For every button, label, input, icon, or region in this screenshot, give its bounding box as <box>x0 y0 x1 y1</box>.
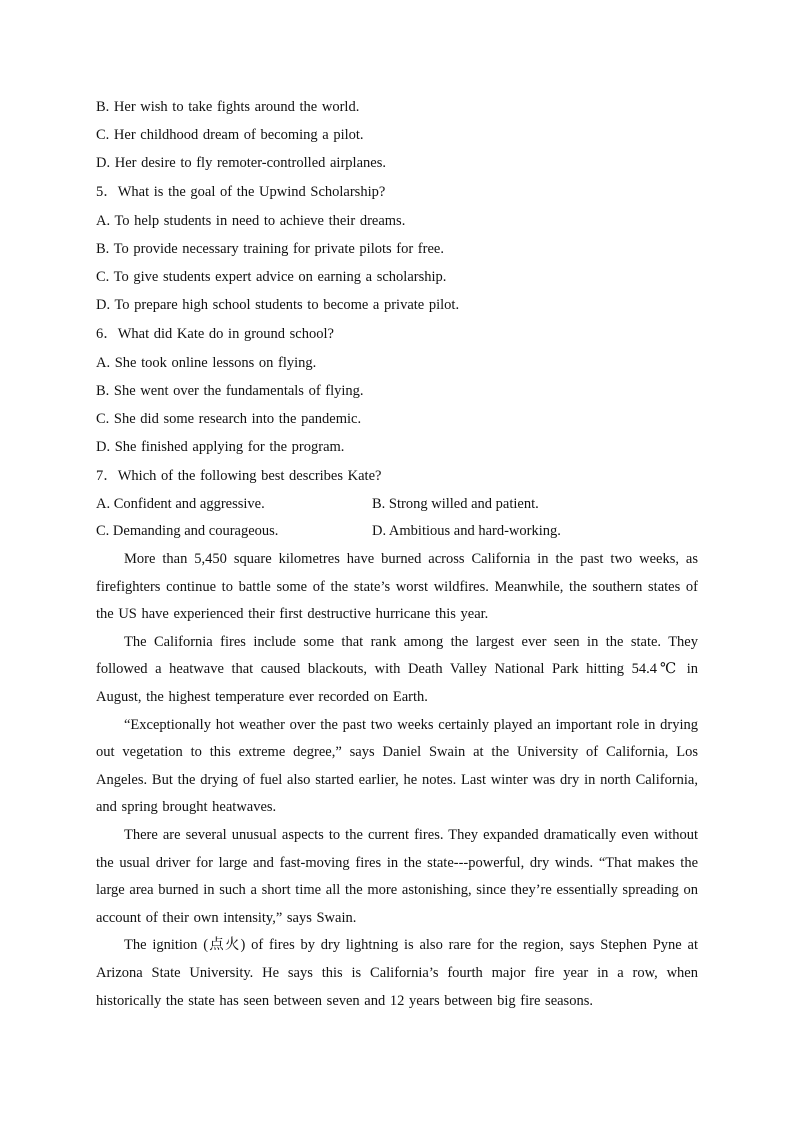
q7-options-row-1 <box>96 491 698 518</box>
q4-option-c: C. Her childhood dream of becoming a pilot. <box>96 127 364 143</box>
q5-stem: 5．What is the goal of the Upwind Scholarship? <box>96 184 386 200</box>
q7-options-row-2 <box>96 518 698 545</box>
q7-option-d: D. Ambitious and hard-working. <box>372 523 561 539</box>
q5-option-a: A. To help students in need to achieve their dreams. <box>96 213 406 229</box>
q6-option-d: D. She finished applying for the program. <box>96 439 345 455</box>
passage-paragraph-4: There are several unusual aspects to the current fires. They expanded dramatically even without the usual driver for large and fast-moving fires in the state---powerful, dry winds. “That makes the large area burned in such a short time all the more astonishing, since they’re essentially spreading on account of their own intensity,” says Swain. <box>96 826 698 926</box>
passage-paragraph-3: “Exceptionally hot weather over the past two weeks certainly played an important role in drying out vegetation to this extreme degree,” says Daniel Swain at the University of California, Los Angeles. But the drying of fuel also started earlier, he notes. Last winter was dry in north California, and spring brought heatwaves. <box>96 716 698 816</box>
reading-passage <box>96 546 698 1015</box>
q7-option-c: C. Demanding and courageous. <box>96 523 279 539</box>
exam-page <box>96 93 698 1015</box>
q4-option-b: B. Her wish to take fights around the world. <box>96 99 360 115</box>
q6-option-b: B. She went over the fundamentals of flying. <box>96 383 364 399</box>
passage-paragraph-2: The California fires include some that rank among the largest ever seen in the state. They followed a heatwave that caused blackouts, with Death Valley National Park hitting 54.4℃ in August, the highest temperature ever recorded on Earth. <box>96 633 698 705</box>
q4-option-d: D. Her desire to fly remoter-controlled airplanes. <box>96 155 386 171</box>
q6-option-a: A. She took online lessons on flying. <box>96 355 317 371</box>
passage-paragraph-5: The ignition (点火) of fires by dry lightning is also rare for the region, says Stephen Pyne at Arizona State University. He says this is California’s fourth major fire year in a row, when historically the state has seen between seven and 12 years between big fire seasons. <box>96 937 698 1009</box>
q7-option-a: A. Confident and aggressive. <box>96 496 265 512</box>
passage-paragraph-1: More than 5,450 square kilometres have burned across California in the past two weeks, as firefighters continue to battle some of the state’s worst wildfires. Meanwhile, the southern states of the US have experienced their first destructive hurricane this year. <box>96 551 698 623</box>
q5-option-c: C. To give students expert advice on earning a scholarship. <box>96 269 447 285</box>
q7-stem: 7．Which of the following best describes Kate? <box>96 468 382 484</box>
q6-stem: 6．What did Kate do in ground school? <box>96 326 334 342</box>
q6-option-c: C. She did some research into the pandemic. <box>96 411 362 427</box>
q5-option-b: B. To provide necessary training for private pilots for free. <box>96 241 444 257</box>
q5-option-d: D. To prepare high school students to become a private pilot. <box>96 297 460 313</box>
q7-option-b: B. Strong willed and patient. <box>372 496 539 512</box>
